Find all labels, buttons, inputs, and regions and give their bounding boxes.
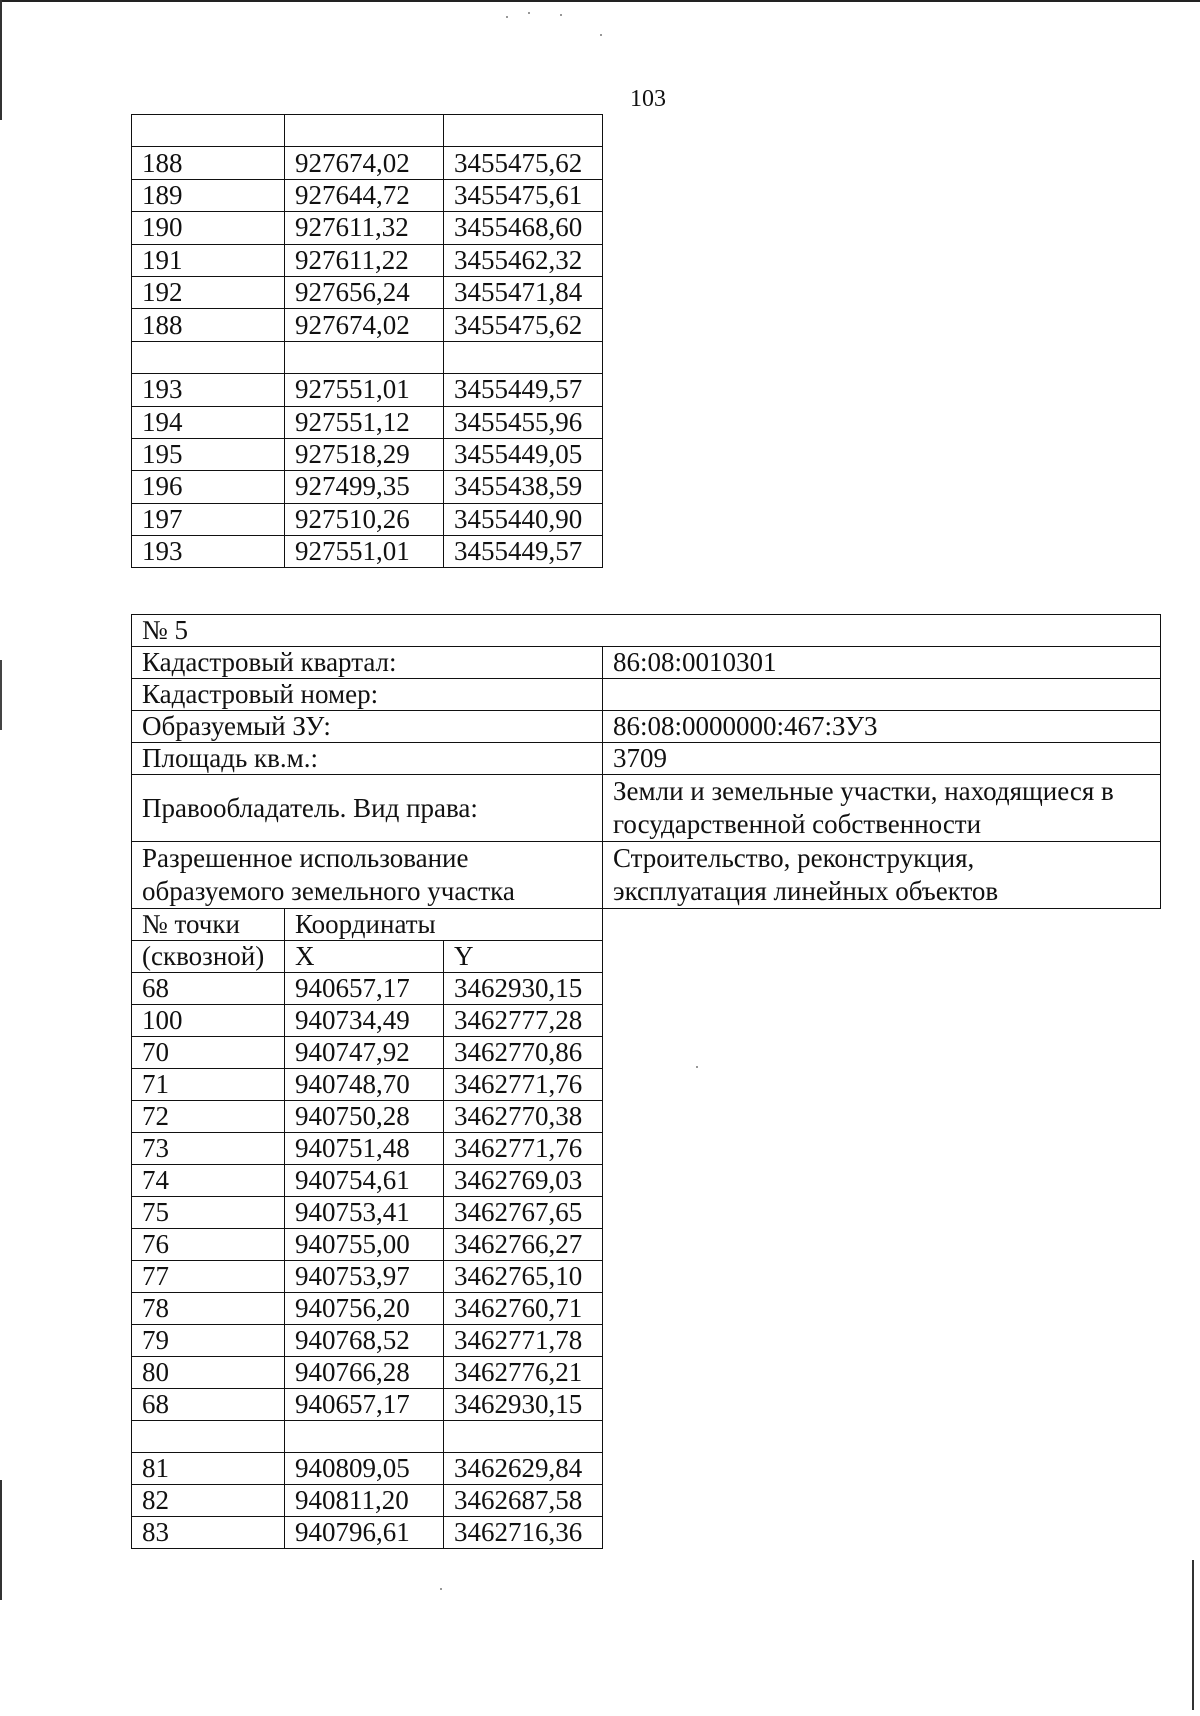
x-coordinate-cell: 940750,28	[285, 1101, 444, 1133]
cadastral-number-value	[603, 679, 1161, 711]
point-number-cell: 192	[132, 276, 285, 308]
x-coordinate-cell	[285, 115, 444, 147]
table-row	[132, 212, 603, 244]
blank-cell	[603, 941, 1161, 973]
table-row	[132, 1197, 1161, 1229]
table-row	[132, 1005, 1161, 1037]
point-number-header: № точки	[132, 909, 285, 941]
point-number-cell: 100	[132, 1005, 285, 1037]
y-coordinate-cell: 3462629,84	[444, 1453, 603, 1485]
x-coordinate-cell: 940809,05	[285, 1453, 444, 1485]
table-row	[132, 438, 603, 470]
x-coordinate-cell: 927611,32	[285, 212, 444, 244]
parcel-table	[131, 614, 1161, 1549]
table-row	[132, 1037, 1161, 1069]
parcel-number: № 5	[132, 615, 1161, 647]
y-coordinate-cell: 3462770,86	[444, 1037, 603, 1069]
point-number-cell: 194	[132, 406, 285, 438]
scan-edge-left	[0, 1480, 2, 1600]
x-coordinate-cell: 927611,22	[285, 244, 444, 276]
parcel-coords-body	[132, 973, 1161, 1549]
blank-cell	[603, 973, 1161, 1005]
table-row	[132, 276, 603, 308]
table-row	[132, 115, 603, 147]
x-coordinate-cell: 927518,29	[285, 438, 444, 470]
point-number-cell: 191	[132, 244, 285, 276]
rightholder-label: Правообладатель. Вид права:	[132, 775, 603, 842]
blank-cell	[603, 1389, 1161, 1421]
x-coordinate-cell: 940796,61	[285, 1517, 444, 1549]
point-number-cell: 83	[132, 1517, 285, 1549]
table-row	[132, 471, 603, 503]
x-coordinate-cell: 940657,17	[285, 973, 444, 1005]
table-row	[132, 1389, 1161, 1421]
table-row	[132, 1165, 1161, 1197]
blank-cell	[603, 1357, 1161, 1389]
y-coordinate-cell: 3462771,76	[444, 1069, 603, 1101]
scan-speck	[528, 12, 530, 14]
y-coordinate-cell: 3462776,21	[444, 1357, 603, 1389]
y-coordinate-cell: 3462930,15	[444, 1389, 603, 1421]
formed-plot-value: 86:08:0000000:467:ЗУ3	[603, 711, 1161, 743]
y-coordinate-cell: 3455475,62	[444, 309, 603, 341]
permitted-use-row	[132, 842, 1161, 909]
permitted-use-value-line: Строительство, реконструкция,	[613, 843, 975, 873]
point-number-cell: 76	[132, 1229, 285, 1261]
y-coordinate-cell: 3462930,15	[444, 973, 603, 1005]
permitted-use-value-line: эксплуатация линейных объектов	[613, 876, 999, 906]
blank-cell	[603, 1069, 1161, 1101]
table-row	[132, 309, 603, 341]
point-number-cell: 78	[132, 1293, 285, 1325]
quarter-label: Кадастровый квартал:	[132, 647, 603, 679]
y-coordinate-cell: 3455449,57	[444, 374, 603, 406]
table-row	[132, 503, 603, 535]
y-coordinate-cell: 3455468,60	[444, 212, 603, 244]
scan-speck	[506, 16, 508, 18]
point-number-cell: 188	[132, 147, 285, 179]
x-coordinate-cell: 940753,97	[285, 1261, 444, 1293]
table-row	[132, 973, 1161, 1005]
rightholder-value-line: государственной собственности	[613, 809, 982, 839]
x-coordinate-cell: 927551,12	[285, 406, 444, 438]
y-coordinate-cell	[444, 1421, 603, 1453]
area-row	[132, 743, 1161, 775]
blank-cell	[603, 1133, 1161, 1165]
table-row	[132, 1261, 1161, 1293]
x-coordinate-cell: 927510,26	[285, 503, 444, 535]
x-coordinate-cell: 940811,20	[285, 1485, 444, 1517]
point-number-cell: 75	[132, 1197, 285, 1229]
y-coordinate-cell: 3462716,36	[444, 1517, 603, 1549]
point-number-cell: 190	[132, 212, 285, 244]
x-coordinate-cell: 940734,49	[285, 1005, 444, 1037]
point-number-cell: 196	[132, 471, 285, 503]
table-row	[132, 1325, 1161, 1357]
blank-cell	[603, 1005, 1161, 1037]
x-coordinate-cell: 940751,48	[285, 1133, 444, 1165]
table-row	[132, 1293, 1161, 1325]
x-coordinate-cell: 927499,35	[285, 471, 444, 503]
table-row	[132, 1069, 1161, 1101]
point-number-cell	[132, 341, 285, 373]
y-coordinate-cell: 3462760,71	[444, 1293, 603, 1325]
rightholder-value	[603, 775, 1161, 842]
point-number-cell	[132, 115, 285, 147]
formed-plot-row	[132, 711, 1161, 743]
table-row	[132, 1101, 1161, 1133]
quarter-row	[132, 647, 1161, 679]
point-number-cell: 188	[132, 309, 285, 341]
rightholder-value-line: Земли и земельные участки, находящиеся в	[613, 776, 1114, 806]
x-coordinate-cell: 927656,24	[285, 276, 444, 308]
scan-edge-left	[0, 660, 2, 730]
quarter-value: 86:08:0010301	[603, 647, 1161, 679]
x-header: X	[285, 941, 444, 973]
x-coordinate-cell: 940657,17	[285, 1389, 444, 1421]
x-coordinate-cell	[285, 341, 444, 373]
blank-cell	[603, 1293, 1161, 1325]
y-coordinate-cell: 3462771,78	[444, 1325, 603, 1357]
table-row	[132, 1133, 1161, 1165]
y-coordinate-cell: 3455440,90	[444, 503, 603, 535]
cadastral-number-label: Кадастровый номер:	[132, 679, 603, 711]
area-label: Площадь кв.м.:	[132, 743, 603, 775]
blank-cell	[603, 909, 1161, 941]
point-number-cell	[132, 1421, 285, 1453]
point-number-cell: 68	[132, 973, 285, 1005]
x-coordinate-cell: 927551,01	[285, 374, 444, 406]
area-value: 3709	[603, 743, 1161, 775]
table-row	[132, 1421, 1161, 1453]
y-coordinate-cell: 3462765,10	[444, 1261, 603, 1293]
point-number-cell: 195	[132, 438, 285, 470]
x-coordinate-cell: 927674,02	[285, 147, 444, 179]
table-row	[132, 179, 603, 211]
y-coordinate-cell: 3455475,61	[444, 179, 603, 211]
blank-cell	[603, 1197, 1161, 1229]
blank-cell	[603, 1485, 1161, 1517]
scan-speck	[440, 1588, 442, 1590]
blank-cell	[603, 1165, 1161, 1197]
y-coordinate-cell: 3462777,28	[444, 1005, 603, 1037]
x-coordinate-cell	[285, 1421, 444, 1453]
point-number-cell: 80	[132, 1357, 285, 1389]
x-coordinate-cell: 940756,20	[285, 1293, 444, 1325]
x-coordinate-cell: 940766,28	[285, 1357, 444, 1389]
rightholder-row	[132, 775, 1161, 842]
x-coordinate-cell: 940753,41	[285, 1197, 444, 1229]
scan-speck	[600, 34, 602, 36]
page-number: 103	[630, 86, 666, 112]
scan-edge-right	[1192, 1560, 1194, 1710]
point-number-cell: 74	[132, 1165, 285, 1197]
x-coordinate-cell: 940754,61	[285, 1165, 444, 1197]
y-coordinate-cell: 3462767,65	[444, 1197, 603, 1229]
point-number-cell: 73	[132, 1133, 285, 1165]
y-coordinate-cell: 3462770,38	[444, 1101, 603, 1133]
y-coordinate-cell: 3455471,84	[444, 276, 603, 308]
blank-cell	[603, 1037, 1161, 1069]
point-number-cell: 197	[132, 503, 285, 535]
point-number-cell: 72	[132, 1101, 285, 1133]
scan-speck	[560, 14, 562, 16]
table-row	[132, 1485, 1161, 1517]
coords-header-row	[132, 909, 1161, 941]
y-coordinate-cell: 3462766,27	[444, 1229, 603, 1261]
table-row	[132, 1357, 1161, 1389]
blank-cell	[603, 1421, 1161, 1453]
permitted-use-value	[603, 842, 1161, 909]
y-coordinate-cell	[444, 115, 603, 147]
y-coordinate-cell: 3455462,32	[444, 244, 603, 276]
table-row	[132, 147, 603, 179]
scan-edge-left	[0, 0, 2, 120]
y-coordinate-cell: 3455449,57	[444, 536, 603, 568]
point-number-cell: 71	[132, 1069, 285, 1101]
cadastral-number-row	[132, 679, 1161, 711]
coordinates-header: Координаты	[285, 909, 603, 941]
scan-edge-top	[0, 0, 1200, 2]
blank-cell	[603, 1229, 1161, 1261]
point-number-cell: 193	[132, 536, 285, 568]
x-coordinate-cell: 927551,01	[285, 536, 444, 568]
x-coordinate-cell: 927674,02	[285, 309, 444, 341]
table-row	[132, 341, 603, 373]
coords-subheader-row	[132, 941, 1161, 973]
point-number-cell: 77	[132, 1261, 285, 1293]
table-row	[132, 536, 603, 568]
point-number-cell: 193	[132, 374, 285, 406]
y-coordinate-cell	[444, 341, 603, 373]
y-coordinate-cell: 3455475,62	[444, 147, 603, 179]
x-coordinate-cell: 940747,92	[285, 1037, 444, 1069]
y-coordinate-cell: 3462771,76	[444, 1133, 603, 1165]
point-number-cell: 82	[132, 1485, 285, 1517]
parcel-number-row	[132, 615, 1161, 647]
formed-plot-label: Образуемый ЗУ:	[132, 711, 603, 743]
y-coordinate-cell: 3455449,05	[444, 438, 603, 470]
table-row	[132, 406, 603, 438]
y-coordinate-cell: 3462769,03	[444, 1165, 603, 1197]
table-row	[132, 374, 603, 406]
y-header: Y	[444, 941, 603, 973]
permitted-use-label	[132, 842, 603, 909]
coordinates-table-continued	[131, 114, 603, 568]
point-number-cell: 70	[132, 1037, 285, 1069]
table-row	[132, 1453, 1161, 1485]
blank-cell	[603, 1453, 1161, 1485]
table-row	[132, 244, 603, 276]
y-coordinate-cell: 3455455,96	[444, 406, 603, 438]
point-number-cell: 81	[132, 1453, 285, 1485]
point-number-cell: 79	[132, 1325, 285, 1357]
permitted-use-label-line: образуемого земельного участка	[142, 876, 515, 906]
x-coordinate-cell: 940768,52	[285, 1325, 444, 1357]
point-number-cell: 68	[132, 1389, 285, 1421]
blank-cell	[603, 1261, 1161, 1293]
table-row	[132, 1229, 1161, 1261]
point-number-subheader: (сквозной)	[132, 941, 285, 973]
y-coordinate-cell: 3462687,58	[444, 1485, 603, 1517]
x-coordinate-cell: 927644,72	[285, 179, 444, 211]
y-coordinate-cell: 3455438,59	[444, 471, 603, 503]
blank-cell	[603, 1325, 1161, 1357]
x-coordinate-cell: 940755,00	[285, 1229, 444, 1261]
table-row	[132, 1517, 1161, 1549]
permitted-use-label-line: Разрешенное использование	[142, 843, 469, 873]
point-number-cell: 189	[132, 179, 285, 211]
coordinates-table-body	[132, 115, 603, 568]
x-coordinate-cell: 940748,70	[285, 1069, 444, 1101]
blank-cell	[603, 1101, 1161, 1133]
blank-cell	[603, 1517, 1161, 1549]
